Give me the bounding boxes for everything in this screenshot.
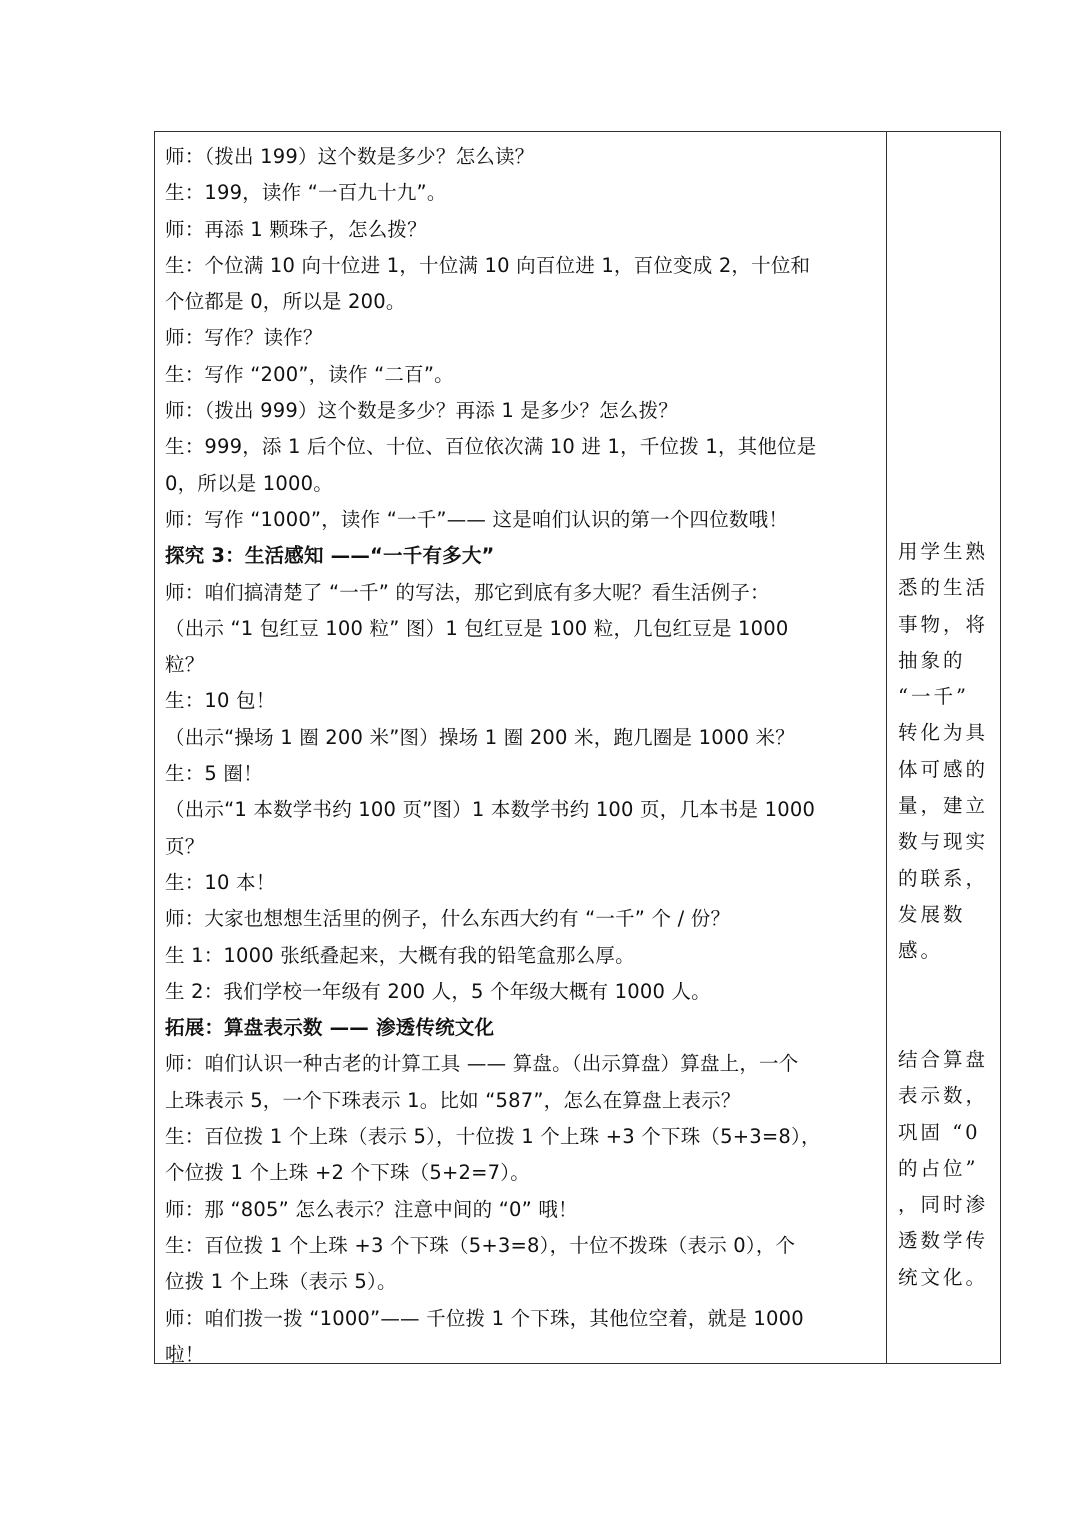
column-divider xyxy=(886,132,887,1363)
lesson-line: 师：再添 1 颗珠子，怎么拨？ xyxy=(165,217,427,241)
note-line: 量，建立 xyxy=(898,794,989,818)
section-heading: 探究 3：生活感知 ——“一千有多大” xyxy=(165,544,495,568)
note-line: 的占位” xyxy=(898,1156,979,1180)
lesson-line: 生：百位拨 1 个上珠 +3 个下珠（5+3=8），十位不拨珠（表示 0），个 xyxy=(165,1233,796,1257)
lesson-line: （出示 “1 包红豆 100 粒” 图）1 包红豆是 100 粒，几包红豆是 1000 xyxy=(165,616,789,640)
design-note-2 xyxy=(898,1042,988,1296)
lesson-line: 上珠表示 5，一个下珠表示 1。比如 “587”，怎么在算盘上表示？ xyxy=(165,1088,741,1112)
note-line: 结合算盘 xyxy=(898,1048,989,1071)
note-line: 抽象的 xyxy=(898,648,966,672)
lesson-line: 师：咱们搞清楚了 “一千” 的写法，那它到底有多大呢？看生活例子： xyxy=(165,580,770,604)
lesson-line: 师：咱们拨一拨 “1000”—— 千位拨 1 个下珠，其他位空着，就是 1000 xyxy=(165,1306,804,1330)
lesson-table xyxy=(154,131,1001,1364)
note-line: 表示数， xyxy=(898,1084,989,1108)
note-line: 转化为具 xyxy=(898,721,989,745)
lesson-line: 个位拨 1 个上珠 +2 个下珠（5+2=7）。 xyxy=(165,1161,530,1185)
note-line: 巩固 “0 xyxy=(898,1120,981,1144)
lesson-line: 师：（拨出 199）这个数是多少？怎么读？ xyxy=(165,145,535,168)
lesson-line: 生 2：我们学校一年级有 200 人，5 个年级大概有 1000 人。 xyxy=(165,979,711,1003)
lesson-line: 师：那 “805” 怎么表示？注意中间的 “0” 哦！ xyxy=(165,1197,578,1221)
lesson-line: 粒？ xyxy=(165,653,205,677)
lesson-line: 啦！ xyxy=(165,1342,205,1366)
note-line: 的联系， xyxy=(898,866,989,890)
lesson-line: 生：5 圈！ xyxy=(165,762,263,786)
note-line: ，同时渗 xyxy=(898,1193,989,1217)
lesson-line: 师：写作？读作？ xyxy=(165,326,323,350)
note-line: 透数学传 xyxy=(898,1229,989,1253)
lesson-line: 师：（拨出 999）这个数是多少？再添 1 是多少？怎么拨？ xyxy=(165,399,678,423)
note-line: 发展数 xyxy=(898,902,966,926)
lesson-content-column xyxy=(165,139,879,1373)
lesson-line: 生：10 包！ xyxy=(165,689,276,713)
lesson-line: 生 1：1000 张纸叠起来，大概有我的铅笔盒那么厚。 xyxy=(165,943,635,967)
note-line: 体可感的 xyxy=(898,757,989,781)
lesson-line: 生：999，添 1 后个位、十位、百位依次满 10 进 1，千位拨 1，其他位是 xyxy=(165,435,817,459)
note-line: 事物，将 xyxy=(898,612,989,636)
lesson-line: 个位都是 0，所以是 200。 xyxy=(165,290,406,314)
note-line: 数与现实 xyxy=(898,830,989,854)
note-line: 统文化。 xyxy=(898,1265,989,1289)
lesson-line: 师：写作 “1000”，读作 “一千”—— 这是咱们认识的第一个四位数哦！ xyxy=(165,507,789,531)
lesson-line: （出示“操场 1 圈 200 米”图）操场 1 圈 200 米，跑几圈是 1000 米？ xyxy=(165,725,795,749)
note-line: “一千” xyxy=(898,685,969,709)
lesson-line: 师：咱们认识一种古老的计算工具 —— 算盘。（出示算盘）算盘上，一个 xyxy=(165,1052,799,1076)
lesson-line: 师：大家也想想生活里的例子，什么东西大约有 “一千” 个 / 份？ xyxy=(165,907,731,931)
lesson-line: 0，所以是 1000。 xyxy=(165,471,333,495)
note-line: 悉的生活 xyxy=(898,576,989,600)
note-line: 感。 xyxy=(898,939,944,963)
lesson-line: （出示“1 本数学书约 100 页”图）1 本数学书约 100 页，几本书是 1000 xyxy=(165,798,816,822)
section-heading: 拓展：算盘表示数 —— 渗透传统文化 xyxy=(165,1016,495,1040)
lesson-line: 生：10 本！ xyxy=(165,870,276,894)
lesson-line: 生：199，读作 “一百九十九”。 xyxy=(165,181,447,205)
lesson-line: 生：个位满 10 向十位进 1，十位满 10 向百位进 1，百位变成 2，十位和 xyxy=(165,253,811,277)
lesson-line: 位拨 1 个上珠（表示 5）。 xyxy=(165,1270,397,1294)
lesson-line: 生：百位拨 1 个上珠（表示 5），十位拨 1 个上珠 +3 个下珠（5+3=8）， xyxy=(165,1125,821,1149)
lesson-line: 页？ xyxy=(165,834,205,858)
design-note-1 xyxy=(898,534,988,970)
lesson-line: 生：写作 “200”，读作 “二百”。 xyxy=(165,362,454,386)
note-line: 用学生熟 xyxy=(898,540,989,563)
